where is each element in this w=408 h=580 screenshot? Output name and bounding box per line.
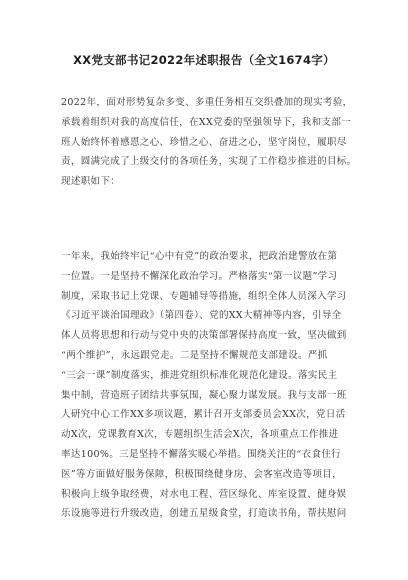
- text-line: 责，圆满完成了上级交付的各项任务，实现了工作稳步推进的目标。: [61, 156, 357, 168]
- text-line: 《习近平谈治国理政》（第四卷）、党的XX大精神等内容，引导全: [61, 310, 342, 322]
- text-line: 一位置。一是坚持不懈深化政治学习。严格落实“第一议题”学习: [61, 270, 338, 282]
- text-line: 现述职如下：: [61, 176, 121, 188]
- document-title: XX党支部书记2022年述职报告（全文1674字）: [73, 53, 335, 67]
- text-line: 积极向上级争取经费，对水电工程、营区绿化、库室设置、健身娱: [61, 488, 347, 500]
- text-line: 乐设施等进行升级改造，创建五星级食堂，打造读书角，帮扶慰问: [61, 508, 347, 520]
- text-line: 2022年，面对形势复杂多变、多重任务相互交织叠加的现实考验，: [61, 97, 353, 108]
- text-line: 制度，采取书记上党课、专题辅导等措施，组织全体人员深入学习: [61, 290, 347, 302]
- text-line: 医”等方面做好服务保障，积极围绕健身房、会客室改造等项目，: [61, 468, 343, 480]
- text-line: 承载着组织对我的高度信任，在XX党委的坚强领导下，我和支部一: [61, 116, 352, 128]
- text-line: 动X次，党课教育X次，专题组织生活会X次，各项重点工作推进: [61, 429, 339, 441]
- text-line: 人研究中心工作XX多项议题，累计召开支部委员会XX次，党日活: [61, 409, 346, 421]
- paragraph-body: [61, 247, 357, 524]
- text-line: “两个维护”，永远跟党走。二是坚持不懈规范支部建设。严抓: [61, 349, 328, 361]
- text-line: “三会一课”制度落实，推进党组织标准化规范化建设。落实民主: [61, 369, 338, 381]
- text-line: 率达100%。三是坚持不懈落实暖心举措。围绕关注的“衣食住行: [61, 448, 342, 460]
- text-line: 集中制，营造班子团结共事氛围，凝心聚力谋发展。我与支部一班: [61, 389, 347, 401]
- text-line: 体人员将思想和行动与党中央的决策部署保持高度一致，坚决做到: [61, 330, 347, 342]
- text-line: 班人始终怀着感恩之心、珍惜之心、奋进之心，坚守岗位，履职尽: [61, 136, 347, 148]
- paragraph-intro: [61, 93, 357, 192]
- text-line: 一年来，我始终牢记“心中有党”的政治要求，把政治建警放在第: [61, 251, 338, 262]
